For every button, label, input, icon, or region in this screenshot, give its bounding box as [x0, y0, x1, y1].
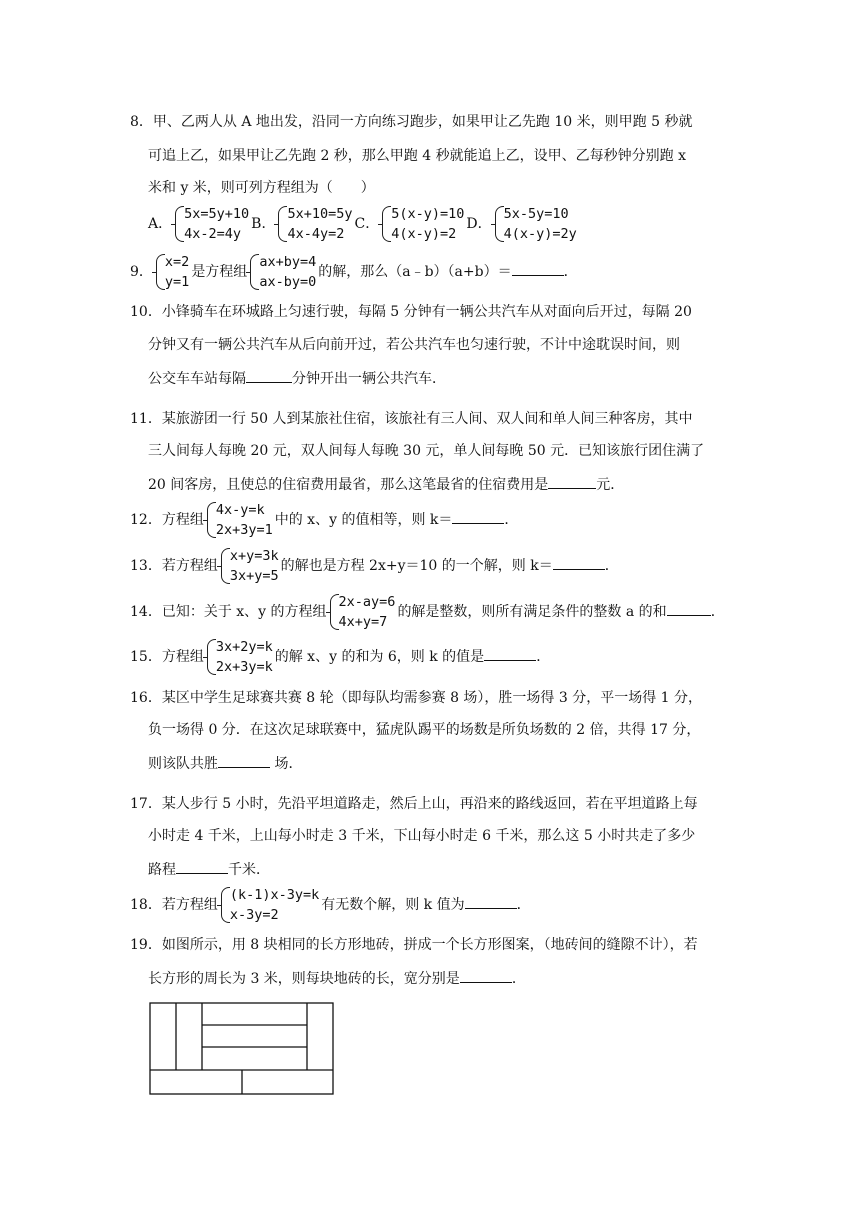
q13-text: 的解也是方程 2x+y＝10 的一个解，则 k＝	[280, 558, 553, 574]
q12-system	[206, 500, 273, 540]
q15-text: 15．方程组	[130, 649, 204, 665]
q18-text: 有无数个解，则 k 值为	[321, 897, 465, 913]
text: 场．	[270, 756, 303, 772]
q14-end: ．	[710, 604, 725, 620]
q11-line-1: 11．某旅游团一行 50 人到某旅社住宿，该旅社有三人间、双人间和单人间三种客房，其中	[130, 411, 693, 427]
answer-blank[interactable]	[452, 509, 504, 524]
q11-line-2: 三人间每人每晚 20 元，双人间每人每晚 30 元，单人间每晚 50 元．已知该旅行团住满了	[148, 443, 705, 459]
q13-end: ．	[604, 558, 619, 574]
equation: 2x+3y=k	[215, 659, 273, 675]
text: 公交车车站每隔	[148, 371, 246, 387]
equation: 4(x-y)=2y	[503, 226, 577, 242]
text: 长方形的周长为 3 米，则每块地砖的长，宽分别是	[148, 971, 460, 987]
equation: (k-1)x-3y=k	[229, 887, 320, 903]
q10-line-3	[148, 368, 446, 389]
equation: 4x-2=4y	[184, 226, 242, 242]
q9-solution	[155, 252, 189, 292]
text: 路程	[148, 862, 176, 878]
q8-option-d-label: D．	[466, 216, 492, 232]
q14	[130, 592, 725, 632]
text: 千米．	[228, 862, 270, 878]
q9	[130, 252, 578, 292]
answer-blank[interactable]	[176, 859, 228, 874]
q8-line-1: 8．甲、乙两人从 A 地出发，沿同一方向练习跑步，如果甲让乙先跑 10 米，则甲跑 5 秒就	[130, 114, 693, 130]
q8-line-2: 可追上乙，如果甲让乙先跑 2 秒，那么甲跑 4 秒就能追上乙，设甲、乙每秒钟分别跑 x	[148, 148, 686, 164]
q15-text: 的解 x、y 的和为 6，则 k 的值是	[274, 649, 485, 665]
q12	[130, 500, 518, 540]
equation: 5(x-y)=10	[391, 206, 465, 222]
answer-blank[interactable]	[548, 474, 596, 489]
q10-line-1: 10．小锋骑车在环城路上匀速行驶，每隔 5 分钟有一辆公共汽车从对面向后开过，每隔 20	[130, 304, 692, 320]
q14-text: 的解是整数，则所有满足条件的整数 a 的和	[397, 604, 667, 620]
equation: ax-by=0	[259, 274, 317, 290]
equation: x-3y=2	[229, 907, 279, 923]
equation: 4x+y=7	[338, 614, 388, 630]
q10-line-2: 分钟又有一辆公共汽车从后向前开过，若公共汽车也匀速行驶，不计中途耽误时间，则	[148, 337, 680, 353]
q9-system	[249, 252, 316, 292]
answer-blank[interactable]	[465, 894, 517, 909]
q13-system	[220, 546, 279, 586]
q16-line-2: 负一场得 0 分．在这次足球联赛中，猛虎队踢平的场数是所负场数的 2 倍，共得 17 分，	[148, 722, 701, 738]
equation: 3x+2y=k	[215, 639, 273, 655]
equation: x=2	[164, 254, 190, 270]
q8-line-3: 米和 y 米，则可列方程组为（ ）	[148, 180, 375, 196]
q12-text: 12．方程组	[130, 512, 204, 528]
equation: x+y=3k	[229, 548, 279, 564]
q14-text: 14．已知：关于 x、y 的方程组	[130, 604, 327, 620]
q17-line-1: 17．某人步行 5 小时，先沿平坦道路走，然后上山，再沿来的路线返回，若在平坦道路上每	[130, 796, 698, 812]
text: 20 间客房，且使总的住宿费用最省，那么这笔最省的住宿费用是	[148, 477, 549, 493]
equation: 5x=5y+10	[184, 206, 250, 222]
q11-line-3	[148, 474, 624, 495]
answer-blank[interactable]	[246, 368, 292, 383]
q16-line-1: 16．某区中学生足球赛共赛 8 轮（即每队均需参赛 8 场），胜一场得 3 分，平一场得 1 分，	[130, 690, 703, 706]
equation: ax+by=4	[259, 254, 317, 270]
equation: 2x+3y=1	[215, 522, 273, 538]
equation: 3x+y=5	[229, 568, 279, 584]
equation: 4(x-y)=2	[391, 226, 457, 242]
text: 分钟开出一辆公共汽车．	[292, 371, 446, 387]
q17-line-3	[148, 859, 270, 880]
q9-text: 的解，那么（a﹣b）（a+b）＝	[318, 264, 512, 280]
tile-figure	[146, 1000, 338, 1098]
q8-option-a-label: A．	[148, 216, 173, 232]
answer-blank[interactable]	[667, 601, 711, 616]
q17-line-2: 小时走 4 千米，上山每小时走 3 千米，下山每小时走 6 千米，那么这 5 小时共走了多少	[148, 828, 696, 844]
q15-end: ．	[536, 649, 551, 665]
q8-option-d-system	[494, 204, 577, 244]
answer-blank[interactable]	[484, 646, 536, 661]
q18-system	[220, 885, 319, 925]
q8-option-b-system	[277, 204, 352, 244]
text: ．	[511, 971, 526, 987]
equation: 4x-y=k	[215, 502, 265, 518]
q13	[130, 546, 619, 586]
q9-end: ．	[563, 264, 578, 280]
answer-blank[interactable]	[512, 261, 564, 276]
q8-option-b-label: B．	[251, 216, 276, 232]
text: 元．	[596, 477, 625, 493]
q8-option-c-label: C．	[354, 216, 380, 232]
q9-number: 9．	[130, 264, 153, 280]
q15	[130, 637, 550, 677]
q18-text: 18．若方程组	[130, 897, 218, 913]
q18-end: ．	[516, 897, 531, 913]
q13-text: 13．若方程组	[130, 558, 218, 574]
q8-option-c-system	[381, 204, 464, 244]
equation: 5x+10=5y	[287, 206, 353, 222]
equation: 5x-5y=10	[503, 206, 569, 222]
q8-options	[148, 204, 579, 244]
q16-line-3	[148, 753, 302, 774]
text: 则该队共胜	[148, 756, 218, 772]
equation: 4x-4y=2	[287, 226, 345, 242]
answer-blank[interactable]	[553, 555, 605, 570]
q12-text: 中的 x、y 的值相等，则 k＝	[274, 512, 453, 528]
answer-blank[interactable]	[460, 968, 512, 983]
q12-end: ．	[504, 512, 519, 528]
equation: y=1	[164, 274, 190, 290]
q9-text: 是方程组	[191, 264, 248, 280]
q15-system	[206, 637, 273, 677]
q18	[130, 885, 531, 925]
answer-blank[interactable]	[218, 753, 270, 768]
q8-option-a-system	[174, 204, 249, 244]
q14-system	[329, 592, 396, 632]
q19-line-1: 19．如图所示，用 8 块相同的长方形地砖，拼成一个长方形图案，（地砖间的缝隙不计），若	[130, 937, 698, 953]
q19-line-2	[148, 968, 526, 989]
equation: 2x-ay=6	[338, 594, 396, 610]
